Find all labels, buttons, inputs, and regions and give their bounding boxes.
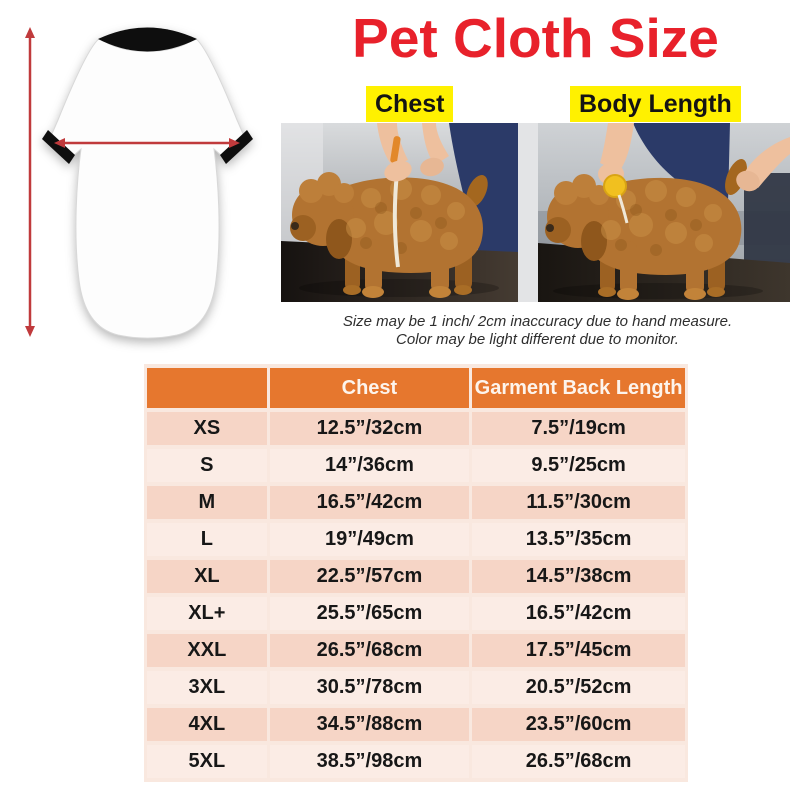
photo-divider — [518, 123, 538, 302]
chest-label: Chest — [366, 86, 453, 122]
back-length-cell: 16.5”/42cm — [472, 597, 685, 630]
back-length-cell: 17.5”/45cm — [472, 634, 685, 667]
body-length-label: Body Length — [570, 86, 741, 122]
size-cell: 4XL — [147, 708, 267, 741]
size-cell: XL — [147, 560, 267, 593]
chest-col-header: Chest — [270, 368, 470, 408]
body-length-measure-photo — [538, 123, 790, 302]
size-cell: XL+ — [147, 597, 267, 630]
size-cell: M — [147, 486, 267, 519]
disclaimer-line-1: Size may be 1 inch/ 2cm inaccuracy due to hand measure. — [342, 313, 733, 330]
tshirt-body — [51, 38, 244, 338]
size-cell: 5XL — [147, 745, 267, 778]
chest-measure-illustration — [281, 123, 518, 302]
page-title: Pet Cloth Size — [352, 7, 719, 69]
chest-cell: 30.5”/78cm — [270, 671, 470, 704]
size-cell: L — [147, 523, 267, 556]
table-row — [147, 560, 685, 593]
measuring-photos — [281, 123, 790, 302]
size-cell: XS — [147, 412, 267, 445]
back-length-cell: 23.5”/60cm — [472, 708, 685, 741]
back-length-cell: 13.5”/35cm — [472, 523, 685, 556]
size-col-header — [147, 368, 267, 408]
table-row — [147, 523, 685, 556]
table-row — [147, 412, 685, 445]
chest-cell: 16.5”/42cm — [270, 486, 470, 519]
size-table-body — [147, 412, 685, 778]
chest-cell: 38.5”/98cm — [270, 745, 470, 778]
body-length-arrow-icon — [25, 27, 35, 337]
tape-measure-reel — [604, 175, 626, 197]
back-length-cell: 14.5”/38cm — [472, 560, 685, 593]
table-header-row — [147, 368, 685, 408]
table-row — [147, 708, 685, 741]
chest-cell: 26.5”/68cm — [270, 634, 470, 667]
size-cell: 3XL — [147, 671, 267, 704]
chest-cell: 14”/36cm — [270, 449, 470, 482]
back-length-col-header: Garment Back Length — [472, 368, 685, 408]
chest-cell: 12.5”/32cm — [270, 412, 470, 445]
back-length-cell: 9.5”/25cm — [472, 449, 685, 482]
table-row — [147, 634, 685, 667]
back-length-cell: 26.5”/68cm — [472, 745, 685, 778]
table-row — [147, 671, 685, 704]
chest-measure-photo — [281, 123, 518, 302]
chest-cell: 25.5”/65cm — [270, 597, 470, 630]
table-row — [147, 486, 685, 519]
tshirt-measurement-diagram — [15, 8, 280, 353]
table-row — [147, 745, 685, 778]
chest-cell: 19”/49cm — [270, 523, 470, 556]
table-row — [147, 449, 685, 482]
size-table — [144, 364, 688, 782]
chest-cell: 34.5”/88cm — [270, 708, 470, 741]
chest-cell: 22.5”/57cm — [270, 560, 470, 593]
disclaimer-text — [290, 313, 785, 349]
tshirt-icon — [15, 8, 280, 353]
back-length-cell: 11.5”/30cm — [472, 486, 685, 519]
disclaimer-line-2: Color may be light different due to monitor. — [396, 331, 679, 348]
back-length-cell: 20.5”/52cm — [472, 671, 685, 704]
size-cell: S — [147, 449, 267, 482]
body-length-measure-illustration — [538, 123, 790, 302]
table-row — [147, 597, 685, 630]
back-length-cell: 7.5”/19cm — [472, 412, 685, 445]
size-cell: XXL — [147, 634, 267, 667]
